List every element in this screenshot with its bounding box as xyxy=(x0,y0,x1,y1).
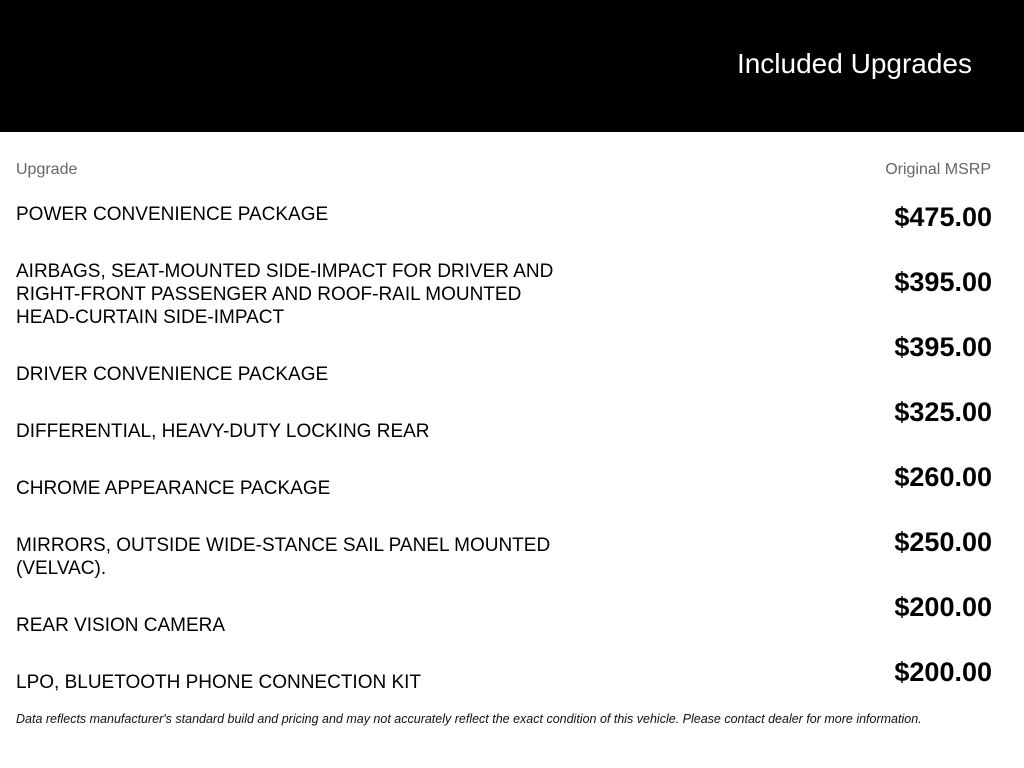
header-bar xyxy=(0,0,1024,132)
upgrade-price: $395.00 xyxy=(894,267,992,297)
upgrade-name: LPO, BLUETOOTH PHONE CONNECTION KIT xyxy=(16,672,422,693)
page-title: Included Upgrades xyxy=(736,48,972,79)
upgrade-name: MIRRORS, OUTSIDE WIDE-STANCE SAIL PANEL MOUNTED (VELVAC). xyxy=(16,535,551,579)
upgrade-name: POWER CONVENIENCE PACKAGE xyxy=(16,204,329,225)
upgrade-price: $325.00 xyxy=(894,397,992,427)
upgrade-price: $250.00 xyxy=(894,527,992,557)
upgrade-name: DIFFERENTIAL, HEAVY-DUTY LOCKING REAR xyxy=(16,421,430,442)
upgrade-price: $200.00 xyxy=(894,657,992,687)
disclaimer-text: Data reflects manufacturer's standard build and pricing and may not accurately reflect the exact condition of this vehicle. Please contact dealer for more information. xyxy=(16,712,922,726)
upgrade-name-list xyxy=(16,203,576,728)
upgrade-price: $395.00 xyxy=(894,332,992,362)
upgrade-price: $475.00 xyxy=(894,202,992,232)
upgrade-name: REAR VISION CAMERA xyxy=(16,615,226,636)
msrp-column-header: Original MSRP xyxy=(885,161,991,178)
upgrade-price-list xyxy=(792,201,992,721)
upgrade-column-header: Upgrade xyxy=(16,161,78,178)
upgrade-name: AIRBAGS, SEAT-MOUNTED SIDE-IMPACT FOR DRIVER AND RIGHT-FRONT PASSENGER AND ROOF-RAIL MOUNTED HEAD-CURTAIN SIDE-IMPACT xyxy=(16,261,554,328)
upgrade-price: $260.00 xyxy=(894,462,992,492)
upgrade-name: DRIVER CONVENIENCE PACKAGE xyxy=(16,364,329,385)
upgrade-name: CHROME APPEARANCE PACKAGE xyxy=(16,478,331,499)
upgrade-price: $200.00 xyxy=(894,592,992,622)
